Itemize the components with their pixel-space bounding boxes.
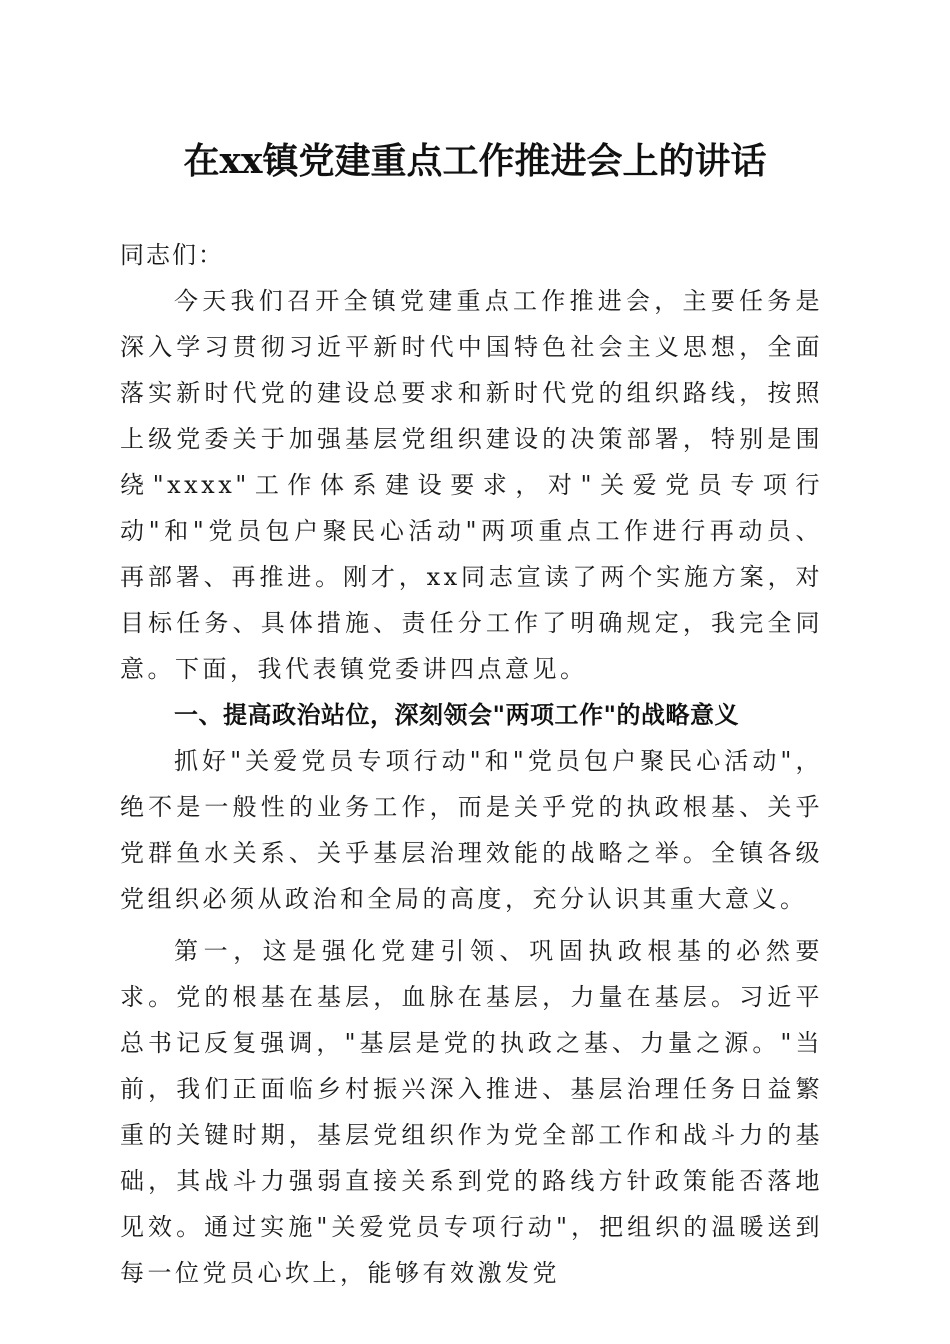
paragraph-first-point: 第一，这是强化党建引领、巩固执政根基的必然要求。党的根基在基层，血脉在基层，力量在基层。习近平总书记反复强调，"基层是党的执政之基、力量之源。"当前，我们正面临乡村振兴深入推进、基层治理任务日益繁重的关键时期，基层党组织作为党全部工作和战斗力的基础，其战斗力强弱直接关系到党的路线方针政策能否落地见效。通过实施"关爱党员专项行动"，把组织的温暖送到每一位党员心坎上，能够有效激发党 bbox=[120, 937, 823, 1287]
paragraph-intro: 今天我们召开全镇党建重点工作推进会，主要任务是深入学习贯彻习近平新时代中国特色社会主义思想，全面落实新时代党的建设总要求和新时代党的组织路线，按照上级党委关于加强基层党组织建设的决策部署，特别是围绕"xxxx"工作体系建设要求，对"关爱党员专项行动"和"党员包户聚民心活动"两项重点工作进行再动员、再部署、再推进。刚才，xx同志宣读了两个实施方案，对目标任务、具体措施、责任分工作了明确规定，我完全同意。下面，我代表镇党委讲四点意见。 bbox=[120, 287, 823, 683]
salutation: 同志们： bbox=[120, 241, 224, 269]
document-body bbox=[120, 232, 823, 1296]
document-title: 在xx镇党建重点工作推进会上的讲话 bbox=[183, 140, 767, 182]
section-heading-1: 一、提高政治站位，深刻领会"两项工作"的战略意义 bbox=[174, 701, 740, 729]
paragraph-significance: 抓好"关爱党员专项行动"和"党员包户聚民心活动"，绝不是一般性的业务工作，而是关乎党的执政根基、关乎党群鱼水关系、关乎基层治理效能的战略之举。全镇各级党组织必须从政治和全局的高度，充分认识其重大意义。 bbox=[120, 747, 823, 913]
